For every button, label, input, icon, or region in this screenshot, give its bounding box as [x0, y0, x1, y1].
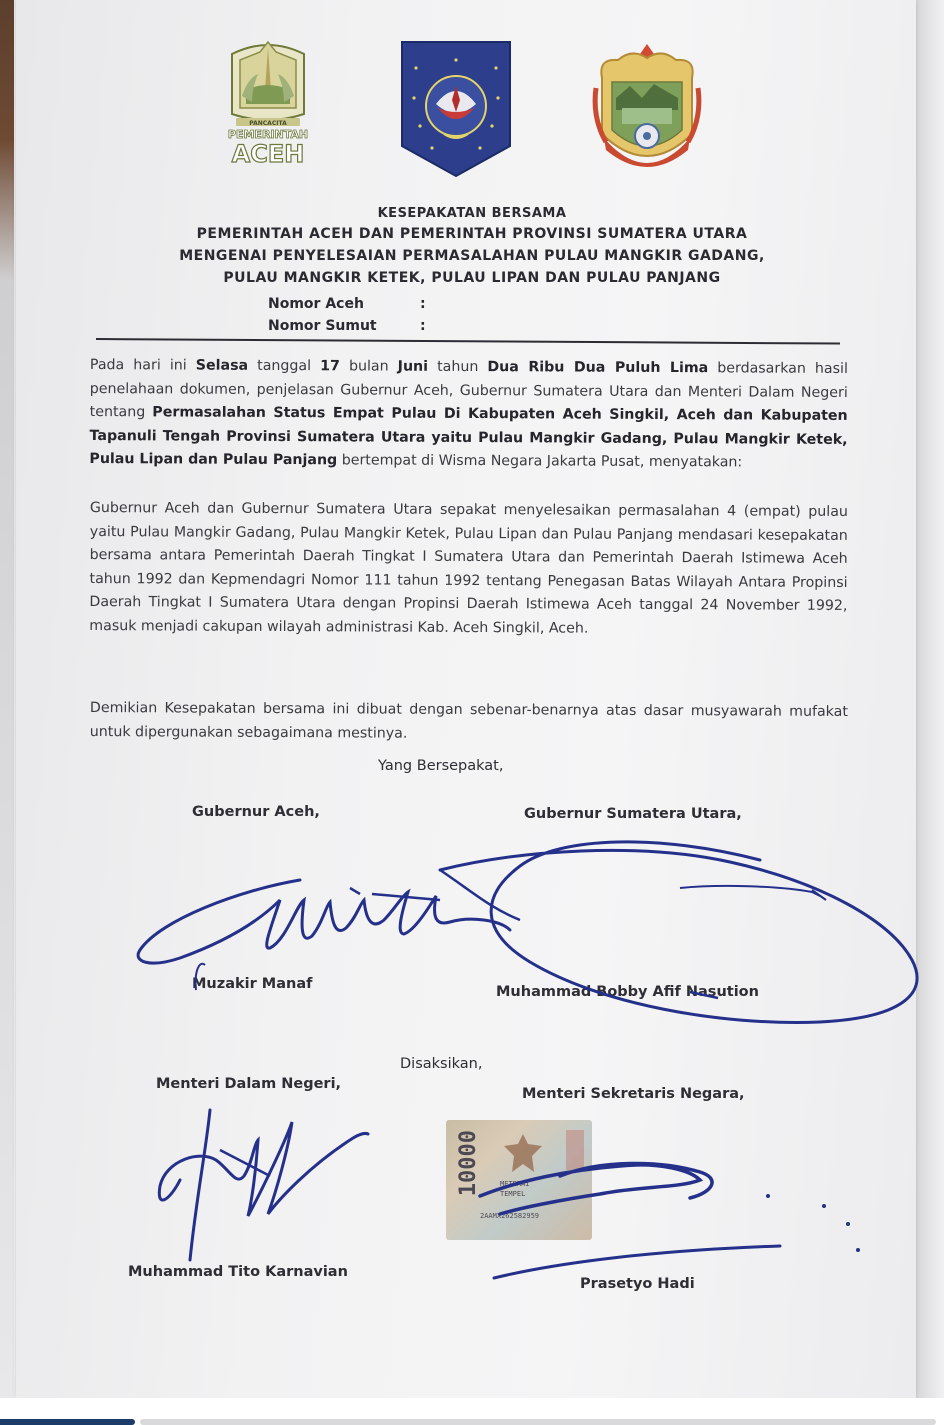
paragraph-agreement: Gubernur Aceh dan Gubernur Sumatera Utara sepakat menyelesaikan permasalahan 4 (empat) pulau yaitu Pulau Mangkir Gadang, Pulau Mangkir Ketek, Pulau Lipan dan Pulau Panjang mendasari kesepakatan bersama antara Pemerintah Daerah Tingkat I Sumatera Utara dan Pemerintah Daerah Istimewa Aceh tahun 1992 dan Kepmendagri Nomor 111 tahun 1992 tentang Penegasan Batas Wilayah Antara Propinsi Daerah Tingkat I Sumatera Utara dengan Propinsi Daerah Istimewa Aceh tanggal 24 November 1992, masuk menjadi cakupan wilayah administrasi Kab. Aceh Singkil, Aceh. [89, 499, 848, 637]
document-subtitle-1: PEMERINTAH ACEH DAN PEMERINTAH PROVINSI SUMATERA UTARA [196, 226, 748, 242]
left-signer-title: Gubernur Aceh, [192, 804, 320, 820]
witness-right-title: Menteri Sekretaris Negara, [522, 1086, 745, 1102]
logo-aceh-text-3: ACEH [231, 140, 305, 168]
p1-month: Juni [397, 358, 429, 375]
p1-subject: Permasalahan Status Empat Pulau Di Kabupaten Aceh Singkil, Aceh dan Kabupaten Tapanuli Tengah Provinsi Sumatera Utara yaitu Pulau Mangkir Gadang, Pulau Mangkir Ketek, Pulau Lipan dan Pulau Panjang [89, 404, 848, 469]
stamp-value: 10000 [456, 1130, 481, 1197]
paragraph-opening [89, 354, 848, 475]
logo-aceh-text-2: PEMERINTAH [227, 128, 309, 141]
kemendagri-logo [398, 38, 514, 180]
paragraph-closing: Demikian Kesepakatan bersama ini dibuat dengan sebenar-benarnya atas dasar musyawarah mufakat untuk dipergunakan sebagaimana mestinya. [89, 699, 848, 742]
document-subtitle-3: PULAU MANGKIR KETEK, PULAU LIPAN DAN PULAU PANJANG [223, 270, 721, 286]
pemerintah-aceh-logo [212, 34, 324, 168]
p1-year: Dua Ribu Dua Puluh Lima [487, 359, 709, 377]
nomor-sumut-line [268, 318, 426, 334]
p1-text-5: berdasarkan hasil penelahaan dokumen, penjelasan Gubernur Aceh, Gubernur Sumatera Utara dan Menteri Dalam Negeri tentang [89, 360, 848, 421]
bottom-scroll-bar[interactable] [0, 1398, 944, 1425]
witness-left-title: Menteri Dalam Negeri, [156, 1076, 342, 1092]
witness-left-name: Muhammad Tito Karnavian [128, 1264, 348, 1280]
right-signer-name: Muhammad Bobby Afif Nasution [496, 984, 759, 1000]
garuda-icon [498, 1130, 548, 1180]
document-subtitle-2: MENGENAI PENYELESAIAN PERMASALAHAN PULAU MANGKIR GADANG, [179, 248, 765, 264]
stamp-hologram [566, 1130, 584, 1170]
nomor-aceh-colon: : [420, 296, 426, 312]
left-signer-name: Muzakir Manaf [192, 976, 313, 992]
scroll-track[interactable] [140, 1419, 936, 1425]
document-title: KESEPAKATAN BERSAMA [377, 206, 567, 221]
p1-text-3: bulan [339, 358, 398, 375]
sumatera-utara-logo [588, 38, 706, 178]
nomor-aceh-line [268, 296, 426, 312]
nomor-sumut-label: Nomor Sumut [268, 318, 377, 334]
yang-bersepakat-label: Yang Bersepakat, [378, 758, 504, 774]
p1-date: 17 [320, 358, 340, 375]
witness-right-name: Prasetyo Hadi [580, 1276, 695, 1292]
p1-text-2: tanggal [248, 357, 321, 375]
p1-text-1: Pada hari ini [89, 356, 196, 374]
p1-day: Selasa [195, 357, 249, 374]
p1-text-6: bertempat di Wisma Negara Jakarta Pusat, menyatakan: [337, 452, 743, 471]
right-signer-title: Gubernur Sumatera Utara, [524, 806, 742, 822]
scroll-thumb[interactable] [0, 1419, 135, 1425]
duty-stamp [446, 1120, 592, 1240]
stamp-label-1: METERAI [500, 1180, 530, 1188]
nomor-sumut-colon: : [420, 318, 426, 334]
logo-aceh-text-1: PANCACITA [249, 120, 287, 127]
p1-text-4: tahun [427, 358, 488, 376]
stamp-label-2: TEMPEL [500, 1190, 526, 1198]
disaksikan-label: Disaksikan, [400, 1056, 483, 1072]
nomor-aceh-label: Nomor Aceh [268, 296, 364, 312]
stamp-serial: 2AAMX262582959 [480, 1212, 540, 1220]
